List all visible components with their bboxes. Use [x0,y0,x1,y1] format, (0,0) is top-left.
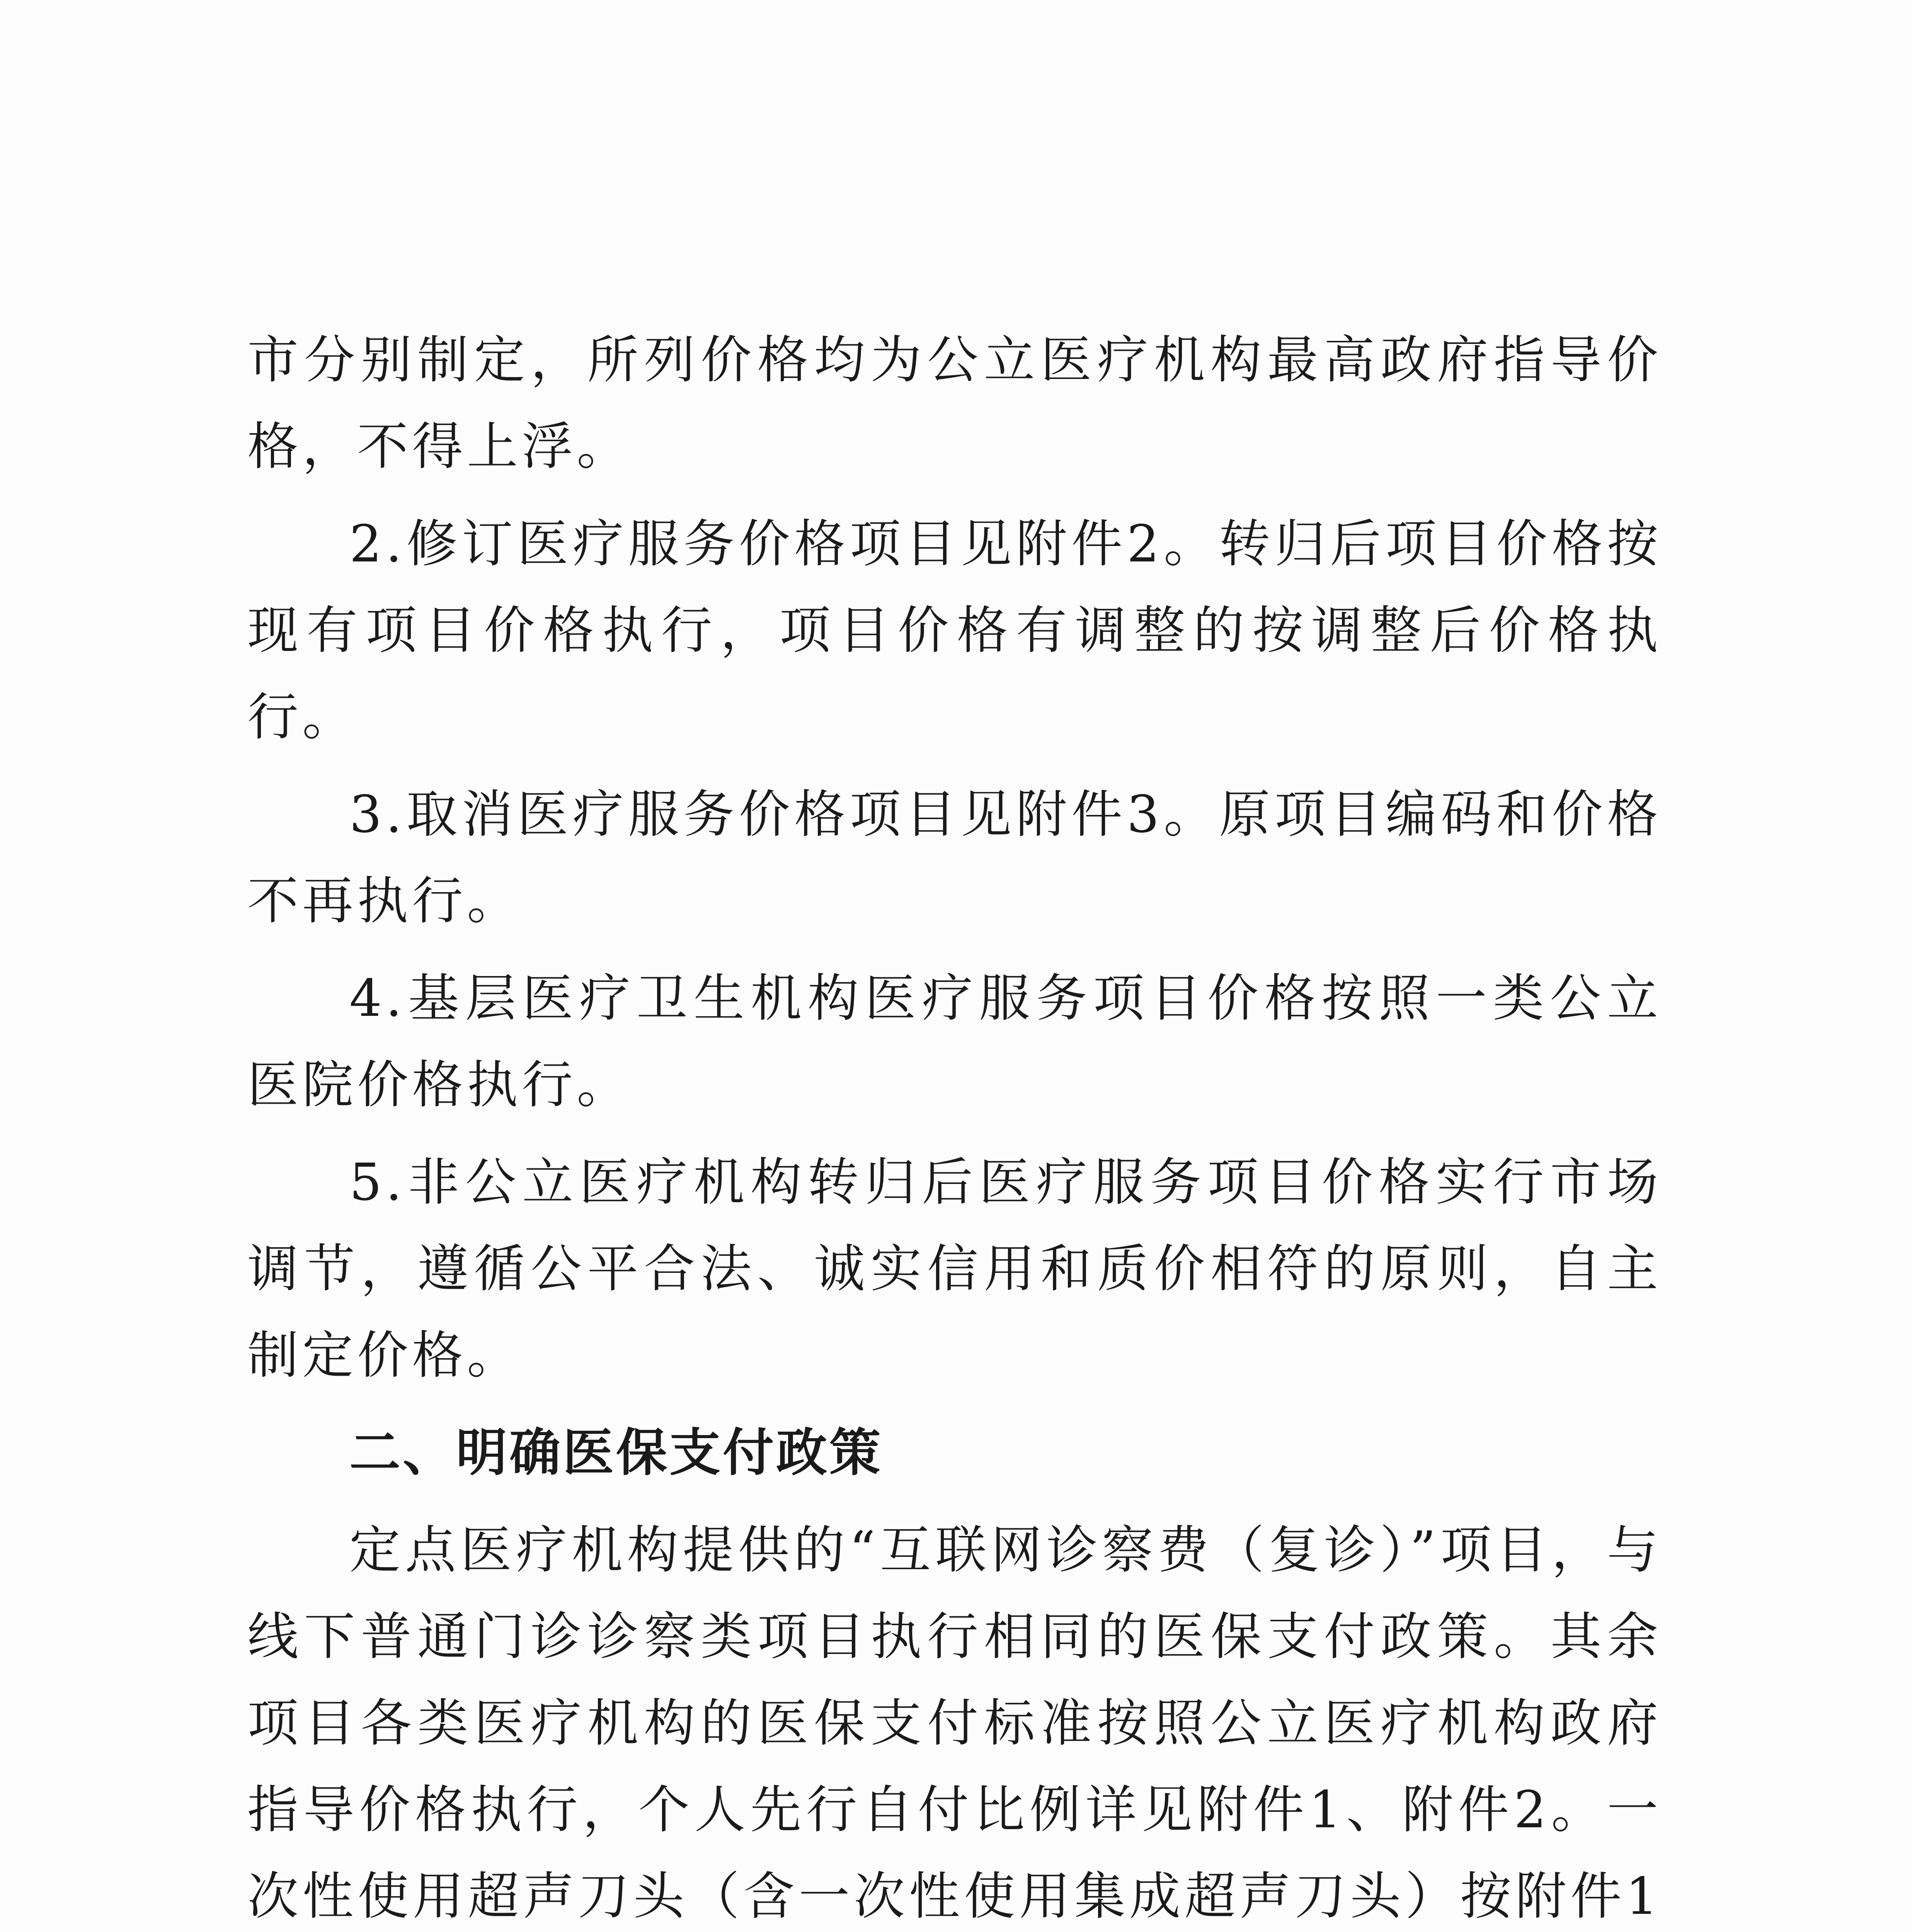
document-body [247,317,1662,1932]
section-heading-2: 二、明确医保支付政策 [349,1423,883,1483]
paragraph-item-2: 2.修订医疗服务价格项目见附件2。转归后项目价格按现有项目价格执行，项目价格有调整的按调整后价格执行。 [247,514,1662,747]
paragraph-item-5: 5.非公立医疗机构转归后医疗服务项目价格实行市场调节，遵循公平合法、诚实信用和质价相符的原则，自主制定价格。 [247,1153,1662,1385]
paragraph-item-3: 3.取消医疗服务价格项目见附件3。原项目编码和价格不再执行。 [247,785,1662,931]
paragraph-insurance-policy: 定点医疗机构提供的“互联网诊察费（复诊）”项目，与线下普通门诊诊察类项目执行相同的医保支付政策。其余项目各类医疗机构的医保支付标准按照公立医疗机构政府指导价格执行，个人先行自付比例详见附件1、附件2。一次性使用超声刀头（含一次性使用集成超声刀头）按附件1 [247,1520,1662,1926]
paragraph-item-4: 4.基层医疗卫生机构医疗服务项目价格按照一类公立医院价格执行。 [247,969,1662,1115]
paragraph-continuation: 市分别制定，所列价格均为公立医疗机构最高政府指导价格，不得上浮。 [247,330,1662,476]
